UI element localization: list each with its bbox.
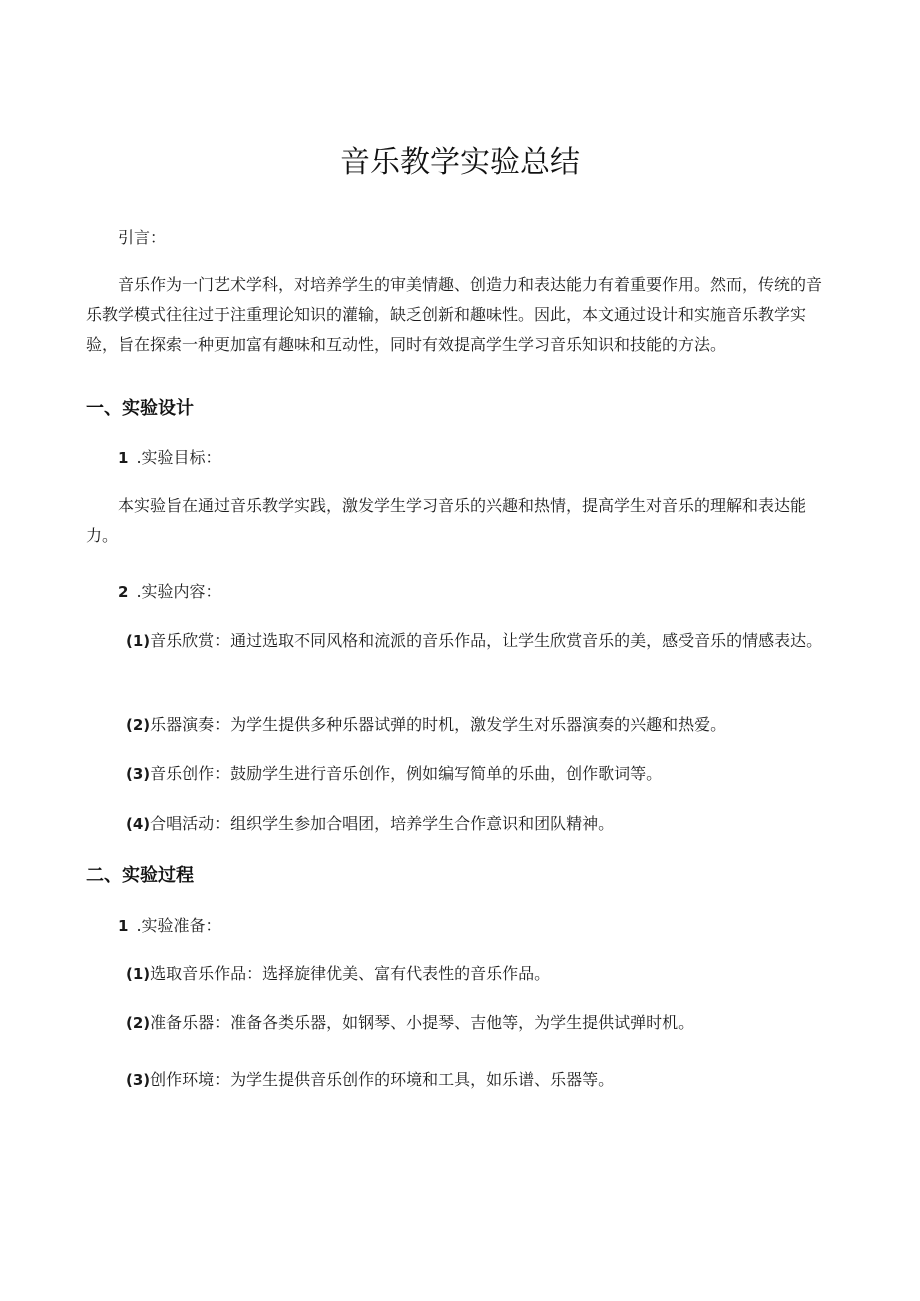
content-item-1	[86, 626, 830, 656]
content-item-3	[126, 762, 662, 786]
intro-paragraph: 音乐作为一门艺术学科，对培养学生的审美情趣、创造力和表达能力有着重要作用。然而，传统的音乐教学模式往往过于注重理论知识的灌输，缺乏创新和趣味性。因此，本文通过设计和实施音乐教学实验，旨在探索一种更加富有趣味和互动性，同时有效提高学生学习音乐知识和技能的方法。	[86, 275, 823, 354]
subsection-content-label: .实验内容：	[136, 582, 222, 601]
subsection-goal-label: .实验目标：	[136, 448, 222, 467]
subsection-prep-number: 1	[118, 917, 129, 935]
content-item-3-number: (3)	[126, 765, 151, 783]
content-item-2-number: (2)	[126, 716, 151, 734]
content-item-2-text: 乐器演奏：为学生提供多种乐器试弹的时机，激发学生对乐器演奏的兴趣和热爱。	[150, 715, 727, 734]
prep-item-1	[126, 962, 550, 986]
subsection-content-heading	[118, 580, 222, 604]
content-item-1-number: (1)	[126, 632, 151, 650]
content-item-2	[126, 713, 726, 737]
content-item-3-text: 音乐创作：鼓励学生进行音乐创作，例如编写简单的乐曲，创作歌词等。	[150, 764, 663, 783]
content-item-4	[126, 812, 614, 836]
subsection-prep-label: .实验准备：	[136, 916, 222, 935]
prep-item-1-text: 选取音乐作品：选择旋律优美、富有代表性的音乐作品。	[150, 964, 551, 983]
document-title: 音乐教学实验总结	[340, 145, 580, 180]
section-heading-process: 二、实验过程	[86, 865, 194, 886]
subsection-content-number: 2	[118, 583, 129, 601]
content-item-4-text: 合唱活动：组织学生参加合唱团，培养学生合作意识和团队精神。	[150, 814, 615, 833]
prep-item-3	[126, 1068, 614, 1092]
prep-item-2	[126, 1011, 694, 1035]
prep-item-2-number: (2)	[126, 1014, 151, 1032]
subsection-prep-heading	[118, 914, 222, 938]
subsection-goal-number: 1	[118, 449, 129, 467]
content-item-1-text: 音乐欣赏：通过选取不同风格和流派的音乐作品，让学生欣赏音乐的美，感受音乐的情感表达。	[150, 631, 823, 650]
prep-item-2-text: 准备乐器：准备各类乐器，如钢琴、小提琴、吉他等，为学生提供试弹时机。	[150, 1013, 695, 1032]
prep-item-1-number: (1)	[126, 965, 151, 983]
prep-item-3-number: (3)	[126, 1071, 151, 1089]
section-heading-design: 一、实验设计	[86, 398, 194, 419]
intro-label: 引言：	[118, 228, 167, 247]
goal-paragraph: 本实验旨在通过音乐教学实践，激发学生学习音乐的兴趣和热情，提高学生对音乐的理解和表达能力。	[86, 496, 807, 545]
content-item-4-number: (4)	[126, 815, 151, 833]
prep-item-3-text: 创作环境：为学生提供音乐创作的环境和工具，如乐谱、乐器等。	[150, 1070, 615, 1089]
subsection-goal-heading	[118, 446, 222, 470]
